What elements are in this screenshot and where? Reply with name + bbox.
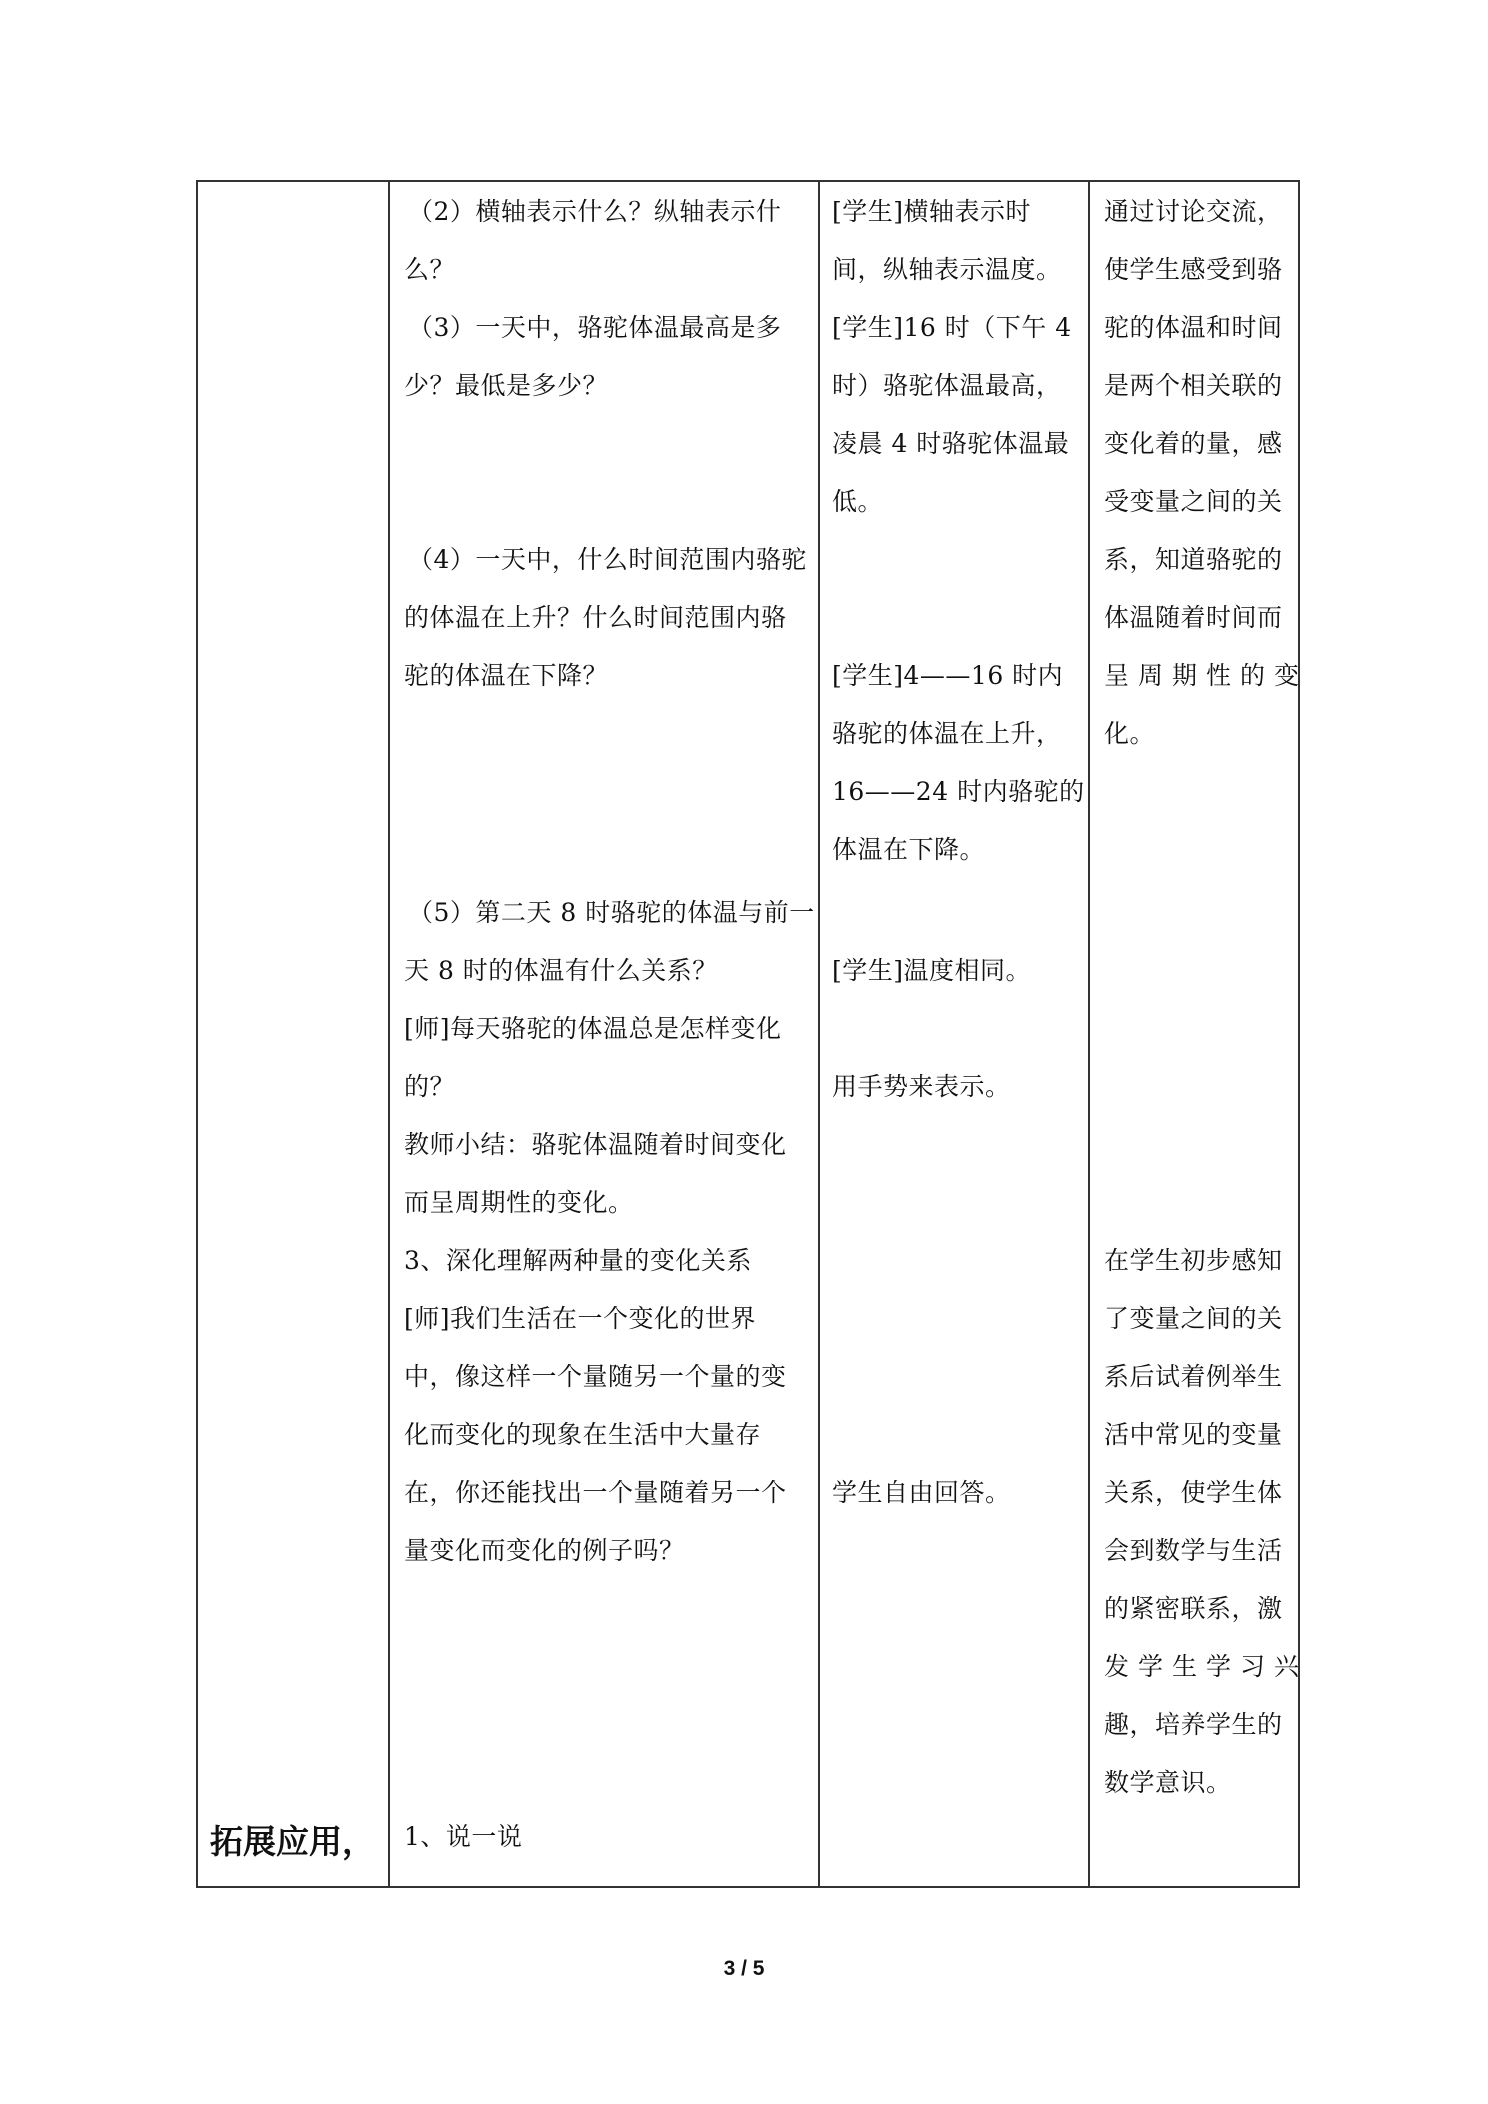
intent-line: 通过讨论交流， [1104, 197, 1283, 226]
activity-line: 么？ [404, 255, 456, 284]
intent-line: 了变量之间的关 [1104, 1304, 1283, 1333]
student-line: 凌晨 4 时骆驼体温最 [832, 429, 1070, 458]
intent-column [1090, 182, 1309, 1886]
student-line: 学生自由回答。 [832, 1478, 1011, 1507]
intent-line: 关系，使学生体 [1104, 1478, 1283, 1507]
student-line: 间，纵轴表示温度。 [832, 255, 1062, 284]
intent-line: 在学生初步感知 [1104, 1246, 1283, 1275]
activity-line: [师]每天骆驼的体温总是怎样变化 [404, 1014, 782, 1043]
activity-line: 中，像这样一个量随另一个量的变 [404, 1362, 787, 1391]
student-line: 低。 [832, 487, 884, 516]
page-number: 3 / 5 [723, 1957, 765, 1980]
students-column [820, 182, 1088, 1886]
student-line: 时）骆驼体温最高， [832, 371, 1062, 400]
student-line: [学生]温度相同。 [832, 956, 1032, 985]
activity-line: （5）第二天 8 时骆驼的体温与前一 [408, 898, 815, 927]
lesson-plan-table [196, 180, 1309, 1888]
intent-line: 系后试着例举生 [1104, 1362, 1283, 1391]
student-line: [学生]4——16 时内 [832, 661, 1064, 690]
activity-line: 量变化而变化的例子吗？ [404, 1536, 685, 1565]
student-line: 体温在下降。 [832, 835, 986, 864]
intent-line: 体温随着时间而 [1104, 603, 1283, 632]
intent-line: 使学生感受到骆 [1104, 255, 1283, 284]
activity-line: 3、深化理解两种量的变化关系 [404, 1246, 752, 1275]
intent-line: 呈周期性的变 [1104, 661, 1309, 690]
intent-line: 发学生学习兴 [1104, 1652, 1309, 1681]
activity-line: 天 8 时的体温有什么关系？ [404, 956, 718, 985]
activity-line: 少？最低是多少？ [404, 371, 609, 400]
activity-line: 1、说一说 [404, 1822, 523, 1851]
activity-line: （3）一天中，骆驼体温最高是多 [408, 313, 782, 342]
stage-label: 拓展应用， [210, 1822, 375, 1861]
activity-line: （2）横轴表示什么？纵轴表示什 [408, 197, 782, 226]
activity-line: 的？ [404, 1072, 456, 1101]
activity-line: 而呈周期性的变化。 [404, 1188, 634, 1217]
activity-line: 驼的体温在下降？ [404, 661, 609, 690]
activity-line: 化而变化的现象在生活中大量存 [404, 1420, 762, 1449]
intent-line: 驼的体温和时间 [1104, 313, 1283, 342]
student-line: 骆驼的体温在上升， [832, 719, 1062, 748]
activity-line: 教师小结：骆驼体温随着时间变化 [404, 1130, 787, 1159]
activity-line: [师]我们生活在一个变化的世界 [404, 1304, 757, 1333]
intent-line: 数学意识。 [1104, 1768, 1232, 1797]
intent-line: 变化着的量，感 [1104, 429, 1283, 458]
intent-line: 趣，培养学生的 [1104, 1710, 1283, 1739]
intent-line: 系，知道骆驼的 [1104, 545, 1283, 574]
intent-line: 化。 [1104, 719, 1156, 748]
stage-column [198, 182, 388, 1886]
intent-line: 活中常见的变量 [1104, 1420, 1283, 1449]
student-line: [学生]横轴表示时 [832, 197, 1032, 226]
activities-column [390, 182, 818, 1886]
student-line: 16——24 时内骆驼的 [832, 777, 1085, 806]
student-line: [学生]16 时（下午 4 [832, 313, 1072, 342]
activity-line: 在，你还能找出一个量随着另一个 [404, 1478, 787, 1507]
intent-line: 是两个相关联的 [1104, 371, 1283, 400]
intent-line: 受变量之间的关 [1104, 487, 1283, 516]
intent-line: 的紧密联系，激 [1104, 1594, 1283, 1623]
activity-line: （4）一天中，什么时间范围内骆驼 [408, 545, 807, 574]
activity-line: 的体温在上升？什么时间范围内骆 [404, 603, 787, 632]
intent-line: 会到数学与生活 [1104, 1536, 1283, 1565]
student-line: 用手势来表示。 [832, 1072, 1011, 1101]
